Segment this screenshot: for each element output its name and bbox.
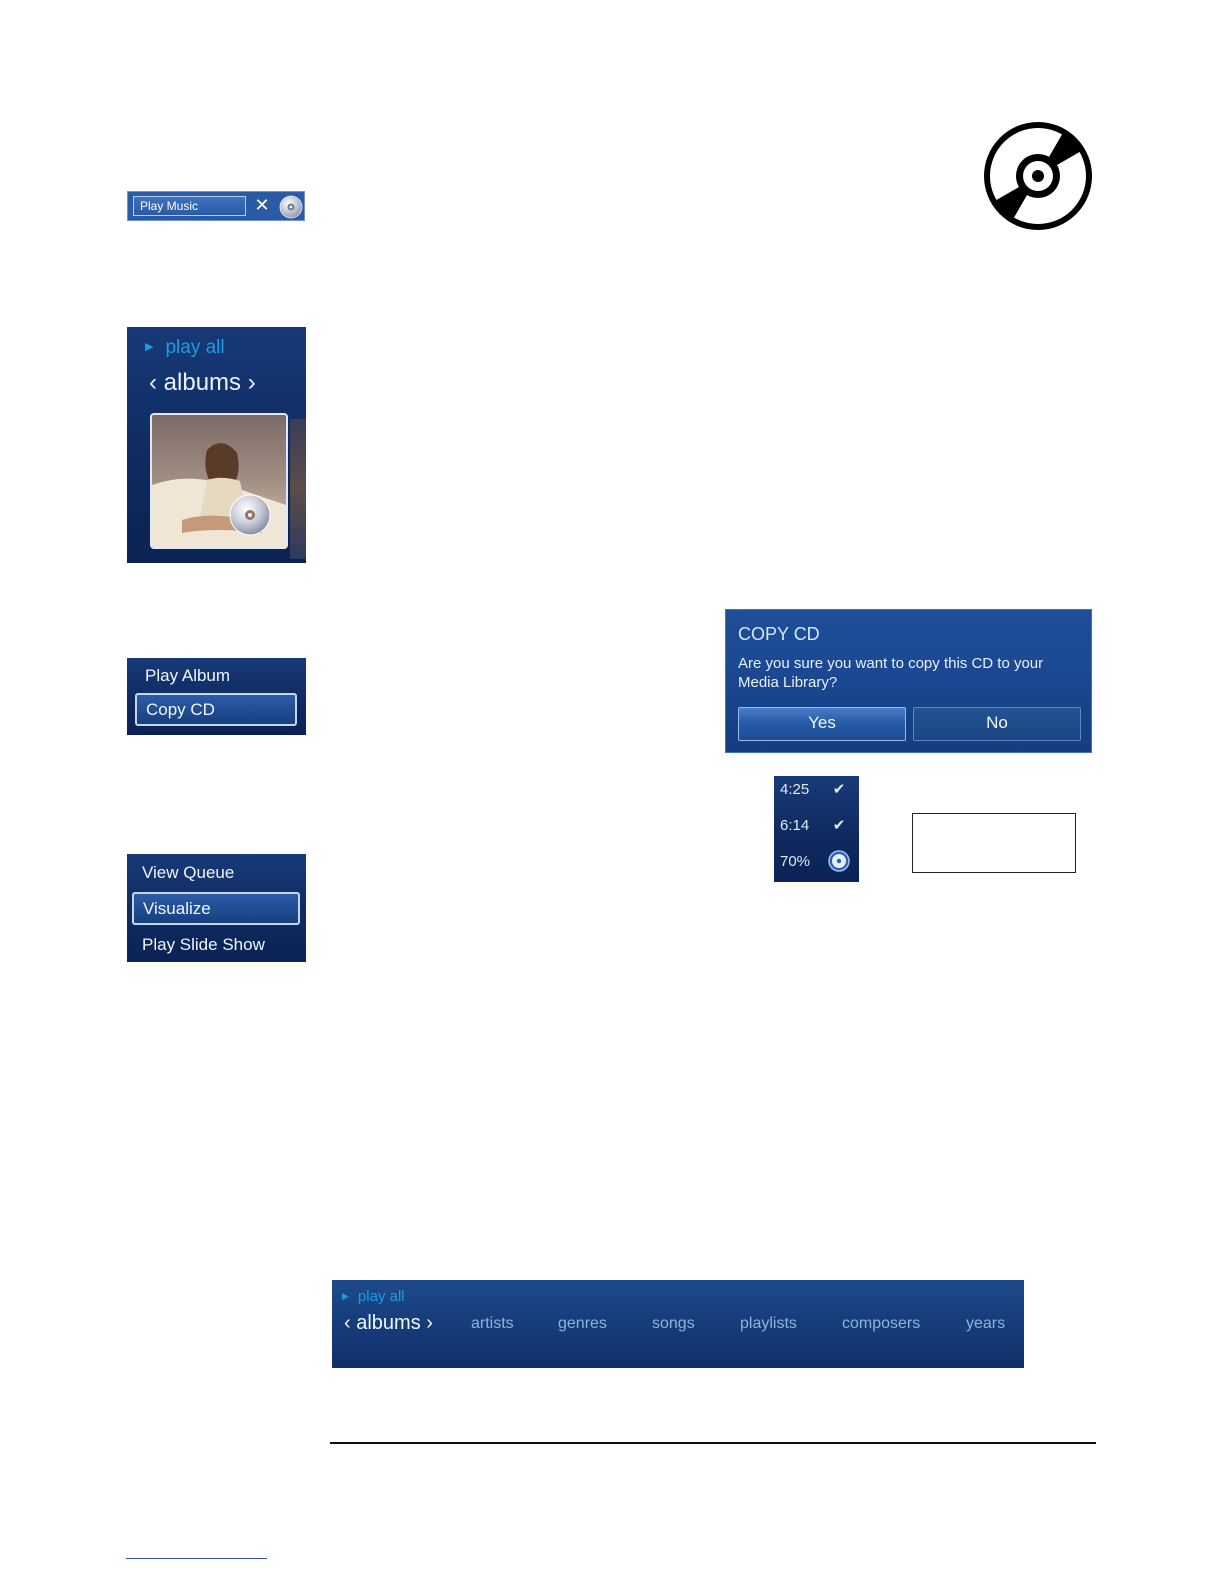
play-music-field[interactable]: Play Music xyxy=(133,196,246,216)
menu-item-copy-cd[interactable]: Copy CD xyxy=(135,693,297,726)
play-triangle-icon: ▶ xyxy=(342,1291,349,1301)
nav-current-albums[interactable] xyxy=(344,1312,433,1335)
list-item xyxy=(774,814,859,850)
menu-item-play-album[interactable]: Play Album xyxy=(145,666,231,685)
no-button[interactable]: No xyxy=(913,707,1081,741)
horizontal-rule xyxy=(330,1442,1096,1444)
nav-item-artists[interactable]: artists xyxy=(471,1315,514,1332)
chevron-right-icon[interactable]: › xyxy=(247,369,256,396)
check-icon: ✔ xyxy=(832,816,846,834)
play-all-link[interactable] xyxy=(342,1288,405,1305)
menu-item-visualize[interactable]: Visualize xyxy=(132,892,300,925)
copy-progress-list xyxy=(774,776,859,882)
yes-button[interactable]: Yes xyxy=(738,707,906,741)
copy-cd-dialog xyxy=(725,609,1092,753)
menu-item-play-slide-show[interactable]: Play Slide Show xyxy=(142,935,265,954)
play-all-link[interactable] xyxy=(145,337,225,359)
footnote-separator xyxy=(126,1558,267,1559)
nav-item-songs[interactable]: songs xyxy=(652,1315,695,1332)
track-duration: 4:25 xyxy=(780,781,810,798)
album-action-menu xyxy=(127,658,306,735)
album-cover[interactable] xyxy=(150,413,288,549)
nav-item-genres[interactable]: genres xyxy=(558,1315,607,1332)
albums-title[interactable] xyxy=(149,369,256,397)
copy-percent: 70% xyxy=(780,853,811,870)
dialog-title: COPY CD xyxy=(738,624,820,644)
play-music-bar xyxy=(127,191,305,221)
track-duration: 6:14 xyxy=(780,817,810,834)
album-art-image xyxy=(152,415,286,547)
nav-item-composers[interactable]: composers xyxy=(842,1315,921,1332)
now-playing-menu xyxy=(127,854,306,962)
dialog-message: Are you sure you want to copy this CD to your Media Library? xyxy=(738,655,1044,691)
cd-icon[interactable] xyxy=(279,195,303,219)
play-all-label: play all xyxy=(357,1288,405,1305)
close-icon[interactable]: ✕ xyxy=(254,195,270,216)
empty-box xyxy=(912,813,1076,873)
music-library-nav-strip xyxy=(332,1280,1024,1368)
play-triangle-icon: ▶ xyxy=(145,341,154,353)
menu-item-view-queue[interactable]: View Queue xyxy=(142,863,235,882)
albums-label: albums xyxy=(163,369,242,396)
chevron-left-icon[interactable]: ‹ xyxy=(344,1312,351,1334)
chevron-left-icon[interactable]: ‹ xyxy=(149,369,157,396)
next-album-peek xyxy=(290,419,306,559)
albums-label: albums xyxy=(356,1312,421,1334)
cd-icon xyxy=(828,850,850,872)
disc-icon xyxy=(984,122,1092,230)
check-icon: ✔ xyxy=(832,780,846,798)
albums-panel xyxy=(127,327,306,563)
list-item xyxy=(774,778,859,814)
list-item xyxy=(774,850,859,886)
nav-item-years[interactable]: years xyxy=(966,1315,1006,1332)
play-all-label: play all xyxy=(165,337,225,358)
nav-item-playlists[interactable]: playlists xyxy=(740,1315,797,1332)
chevron-right-icon[interactable]: › xyxy=(426,1312,433,1334)
